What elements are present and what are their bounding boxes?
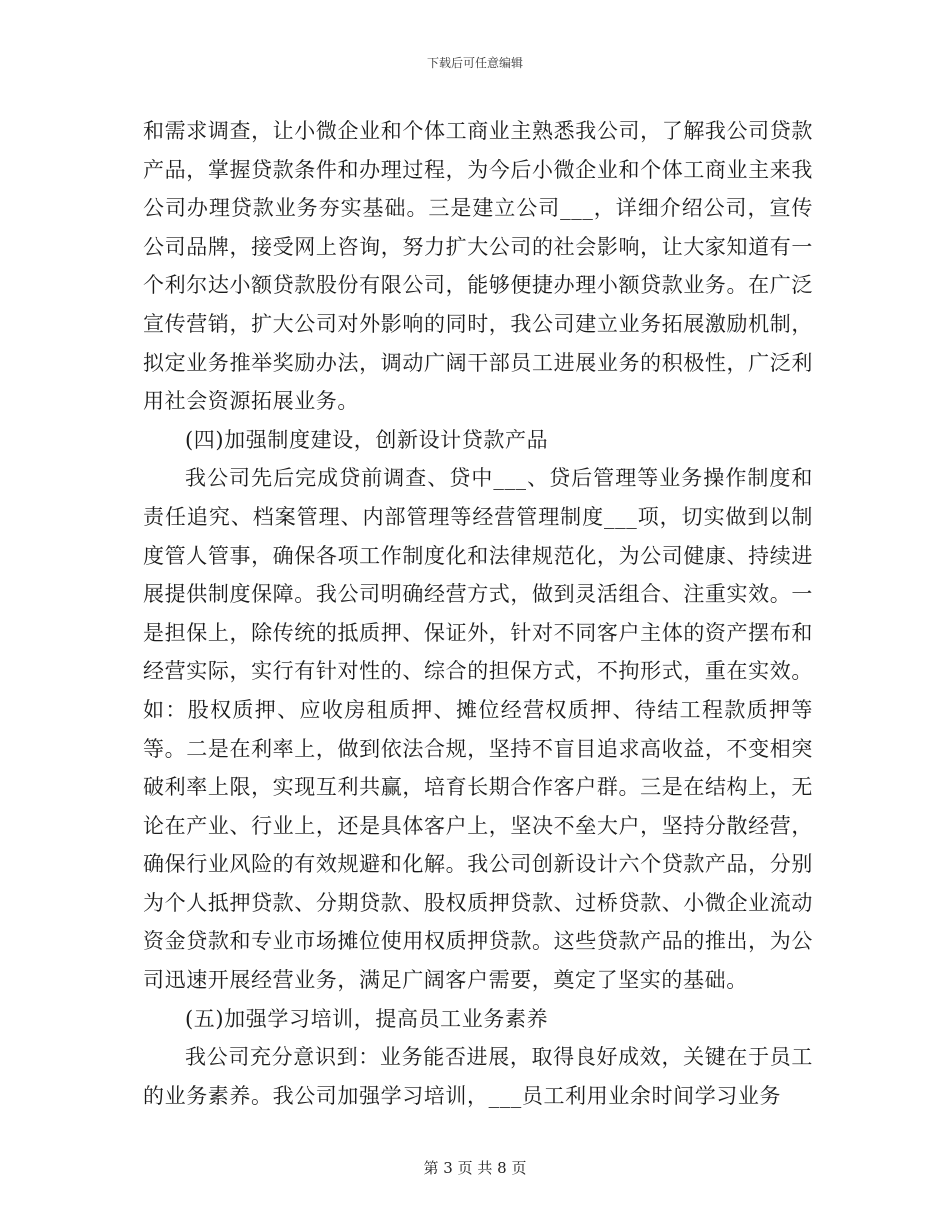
paragraph-section-5: 我公司充分意识到：业务能否进展，取得良好成效，关键在于员工的业务素养。我公司加强学习培训，___员工利用业余时间学习业务 bbox=[143, 1045, 813, 1108]
section-heading-4: (四)加强制度建设，创新设计贷款产品 bbox=[185, 427, 549, 452]
document-body bbox=[143, 112, 813, 1115]
page-footer: 第 3 页 共 8 页 bbox=[423, 1159, 527, 1177]
section-heading-5: (五)加强学习培训，提高员工业务素养 bbox=[185, 1006, 549, 1031]
paragraph-section-4: 我公司先后完成贷前调查、贷中___、贷后管理等业务操作制度和责任追究、档案管理、内部管理等经营管理制度___项，切实做到以制度管人管事，确保各项工作制度化和法律规范化，为公司健康、持续进展提供制度保障。我公司明确经营方式，做到灵活组合、注重实效。一是担保上，除传统的抵质押、保证外，针对不同客户主体的资产摆布和经营实际，实行有针对性的、综合的担保方式，不拘形式，重在实效。如：股权质押、应收房租质押、摊位经营权质押、待结工程款质押等等。二是在利率上，做到依法合规，坚持不盲目追求高收益，不变相突破利率上限，实现互利共赢，培育长期合作客户群。三是在结构上，无论在产业、行业上，还是具体客户上，坚决不垒大户，坚持分散经营，确保行业风险的有效规避和化解。我公司创新设计六个贷款产品，分别为个人抵押贷款、分期贷款、股权质押贷款、过桥贷款、小微企业流动资金贷款和专业市场摊位使用权质押贷款。这些贷款产品的推出，为公司迅速开展经营业务，满足广阔客户需要，奠定了坚实的基础。 bbox=[143, 466, 813, 993]
page-header: 下载后可任意编辑 bbox=[426, 56, 523, 70]
paragraph-continuation: 和需求调查，让小微企业和个体工商业主熟悉我公司，了解我公司贷款产品，掌握贷款条件和办理过程，为今后小微企业和个体工商业主来我公司办理贷款业务夯实基础。三是建立公司___，详细介绍公司，宣传公司品牌，接受网上咨询，努力扩大公司的社会影响，让大家知道有一个利尔达小额贷款股份有限公司，能够便捷办理小额贷款业务。在广泛宣传营销，扩大公司对外影响的同时，我公司建立业务拓展激励机制，拟定业务推举奖励办法，调动广阔干部员工进展业务的积极性，广泛利用社会资源拓展业务。 bbox=[143, 119, 813, 414]
